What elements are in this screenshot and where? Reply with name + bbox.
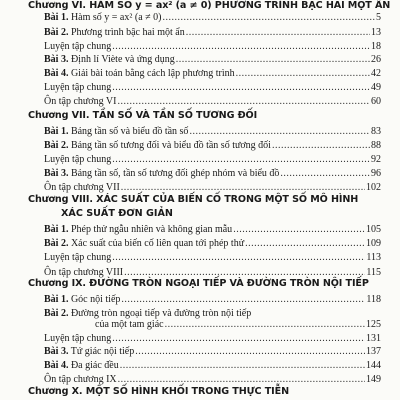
toc-entry[interactable] <box>44 182 381 193</box>
entry-text: Phép thử ngẫu nhiên và không gian mẫu <box>70 224 233 235</box>
entry-prefix: Bài 1. <box>44 294 69 305</box>
entry-text: Ôn tập chương VII <box>44 182 120 193</box>
toc-entry[interactable] <box>95 319 381 330</box>
page-number: 96 <box>371 168 381 179</box>
entry-text: Định lí Viète và ứng dụng <box>70 54 175 65</box>
entry-prefix: Bài 1. <box>44 12 69 23</box>
page-number: 88 <box>371 140 381 151</box>
entry-text: Phương trình bậc hai một ẩn <box>70 27 185 38</box>
chapter-title: Chương VI. HÀM SỐ y = ax² (a ≠ 0) PHƯƠNG TRÌNH BẬC HAI MỘT ẨN <box>28 0 391 11</box>
entry-prefix: Bài 3. <box>44 346 69 357</box>
dot-leader <box>112 82 370 93</box>
entry-text: Luyện tập chung <box>44 82 112 93</box>
page-number: 42 <box>371 68 381 79</box>
chapter-title: Chương VIII. XÁC SUẤT CỦA BIẾN CỐ TRONG MỘT SỐ MÔ HÌNH <box>28 194 359 205</box>
toc-entry[interactable] <box>44 82 381 93</box>
dot-leader <box>245 238 365 249</box>
toc-entry[interactable] <box>44 267 381 278</box>
entry-prefix: Bài 2. <box>44 238 69 249</box>
dot-leader <box>233 224 365 235</box>
page-number: 83 <box>371 126 381 137</box>
page-number: 60 <box>371 96 381 107</box>
toc-entry[interactable] <box>44 346 381 357</box>
entry-text: Bảng tần số và biểu đồ tần số <box>70 126 189 137</box>
entry-text: Góc nội tiếp <box>70 294 121 305</box>
entry-prefix: Bài 1. <box>44 126 69 137</box>
entry-text: Ôn tập chương VI <box>44 96 117 107</box>
page-number: 92 <box>371 154 381 165</box>
toc-entry[interactable] <box>44 140 381 151</box>
entry-text: Ôn tập chương VIII <box>44 267 124 278</box>
toc-entry[interactable] <box>44 333 381 344</box>
entry-prefix: Bài 4. <box>44 68 69 79</box>
entry-text: Luyện tập chung <box>44 41 112 52</box>
chapter-title: Chương IX. ĐƯỜNG TRÒN NGOẠI TIẾP VÀ ĐƯỜNG TRÒN NỘI TIẾP <box>28 278 369 289</box>
page-number: 144 <box>366 360 381 371</box>
entry-prefix: Bài 2. <box>44 27 69 38</box>
entry-text: Bảng tần số tương đối và biểu đồ tần số tương đối <box>70 140 271 151</box>
dot-leader <box>124 267 365 278</box>
page-number: 137 <box>366 346 381 357</box>
dot-leader <box>135 346 365 357</box>
toc-entry[interactable] <box>44 27 381 38</box>
dot-leader <box>112 154 370 165</box>
toc-entry[interactable] <box>44 360 381 371</box>
dot-leader <box>236 68 370 79</box>
page-number: 5 <box>376 12 381 23</box>
toc-entry[interactable] <box>44 126 381 137</box>
dot-leader <box>112 252 365 263</box>
chapter-title: Chương VII. TẦN SỐ VÀ TẦN SỐ TƯƠNG ĐỐI <box>28 110 258 121</box>
page-number: 18 <box>371 41 381 52</box>
dot-leader <box>165 319 365 330</box>
toc-entry-first-line[interactable] <box>44 308 252 319</box>
page-number: 109 <box>366 238 381 249</box>
dot-leader <box>162 12 375 23</box>
page-number: 149 <box>366 374 381 385</box>
entry-prefix: Bài 4. <box>44 360 69 371</box>
page-number: 13 <box>371 27 381 38</box>
dot-leader <box>121 294 365 305</box>
toc-entry[interactable] <box>44 252 381 263</box>
toc-entry[interactable] <box>44 12 381 23</box>
dot-leader <box>121 182 365 193</box>
toc-entry[interactable] <box>44 374 381 385</box>
dot-leader <box>189 126 370 137</box>
page-number: 131 <box>366 333 381 344</box>
entry-text: Giải bài toán bằng cách lập phương trình <box>70 68 235 79</box>
dot-leader <box>186 27 370 38</box>
page-number: 115 <box>366 267 381 278</box>
entry-prefix: Bài 3. <box>44 168 69 179</box>
page-number: 118 <box>366 294 381 305</box>
toc-entry[interactable] <box>44 168 381 179</box>
entry-text: Đường tròn ngoại tiếp và đường tròn nội tiếp <box>70 308 252 319</box>
entry-text: Ôn tập chương IX <box>44 374 117 385</box>
dot-leader <box>280 168 370 179</box>
entry-text: Tứ giác nội tiếp <box>70 346 135 357</box>
toc-entry[interactable] <box>44 224 381 235</box>
entry-prefix: Bài 2. <box>44 140 69 151</box>
chapter-title: Chương X. MỘT SỐ HÌNH KHỐI TRONG THỰC TIỄN <box>28 386 290 397</box>
dot-leader <box>272 140 370 151</box>
entry-text-continued: của một tam giác <box>95 319 164 330</box>
dot-leader <box>120 360 365 371</box>
entry-text: Hàm số y = ax² (a ≠ 0) <box>70 12 162 23</box>
entry-prefix: Bài 2. <box>44 308 69 319</box>
entry-text: Luyện tập chung <box>44 154 112 165</box>
toc-entry[interactable] <box>44 41 381 52</box>
entry-text: Đa giác đều <box>70 360 119 371</box>
page-number: 125 <box>366 319 381 330</box>
dot-leader <box>117 96 370 107</box>
page-number: 102 <box>366 182 381 193</box>
page-number: 26 <box>371 54 381 65</box>
entry-text: Bảng tần số, tần số tương đối ghép nhóm và biểu đồ <box>70 168 280 179</box>
dot-leader <box>112 41 370 52</box>
entry-text: Luyện tập chung <box>44 333 112 344</box>
entry-text: Xác suất của biến cố liên quan tới phép thử <box>70 238 245 249</box>
toc-entry[interactable] <box>44 154 381 165</box>
chapter-title-continued: XÁC SUẤT ĐƠN GIẢN <box>61 208 173 219</box>
page-number: 49 <box>371 82 381 93</box>
toc-entry[interactable] <box>44 294 381 305</box>
toc-entry[interactable] <box>44 238 381 249</box>
dot-leader <box>176 54 370 65</box>
toc-entry[interactable] <box>44 96 381 107</box>
toc-entry[interactable] <box>44 68 381 79</box>
page-number: 105 <box>366 224 381 235</box>
entry-prefix: Bài 3. <box>44 54 69 65</box>
page-number: 113 <box>366 252 381 263</box>
dot-leader <box>118 374 365 385</box>
dot-leader <box>112 333 365 344</box>
entry-prefix: Bài 1. <box>44 224 69 235</box>
toc-entry[interactable] <box>44 54 381 65</box>
entry-text: Luyện tập chung <box>44 252 112 263</box>
